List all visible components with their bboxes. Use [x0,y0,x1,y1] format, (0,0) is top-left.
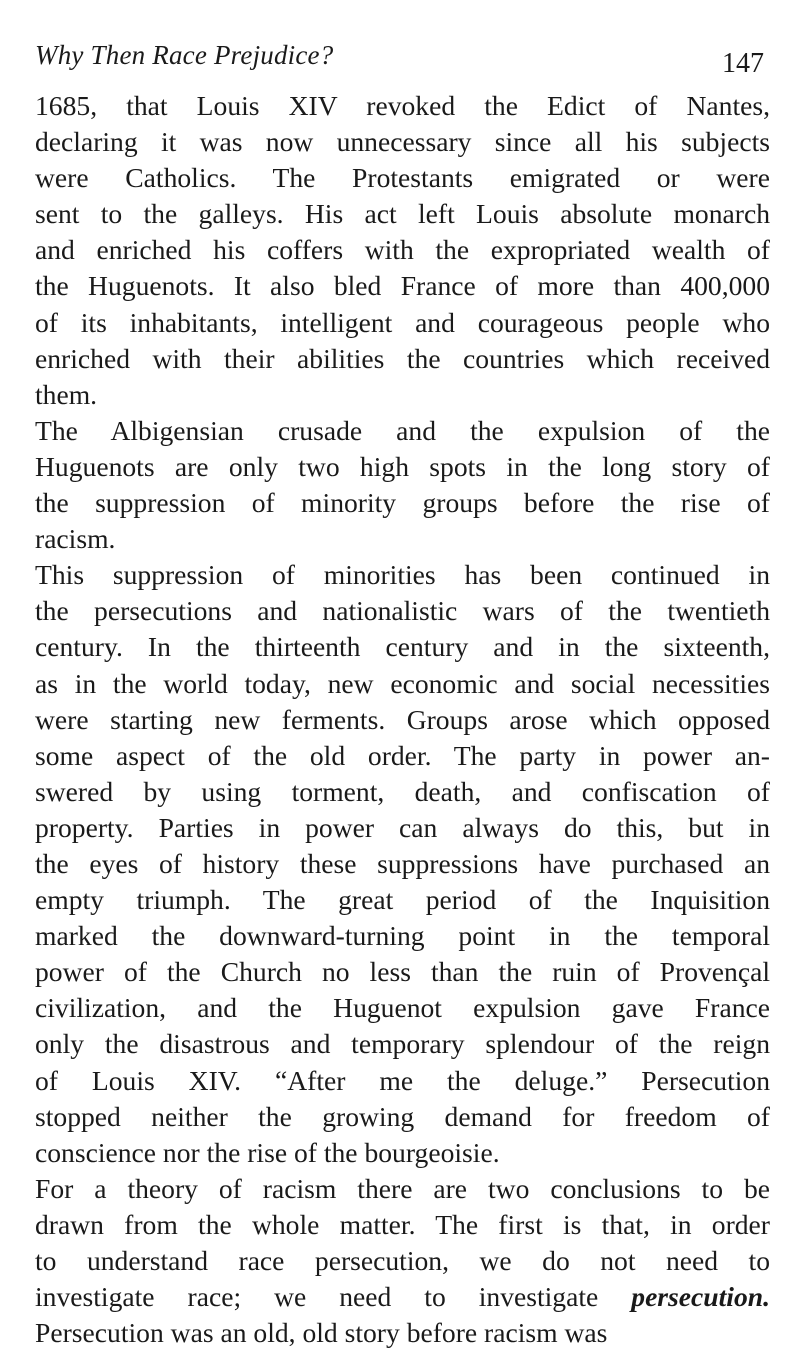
text-line: The Albigensian crusade and the expulsion of the [35,414,770,446]
text-line: and enriched his coffers with the expropriated wealth of [35,234,770,266]
text-line: swered by using torment, death, and confiscation of [35,775,770,807]
text-line: some aspect of the old order. The party in power an- [35,739,770,771]
text-line: of Louis XIV. “After me the deluge.” Persecution [35,1064,770,1096]
text-line: only the disastrous and temporary splendour of the reign [35,1028,770,1060]
text-line: power of the Church no less than the ruin of Provençal [35,956,770,988]
paragraph-1 [35,88,770,413]
text-line: racism. [35,523,116,555]
text-line: empty triumph. The great period of the Inquisition [35,884,770,916]
page-header [35,40,770,88]
text-line: Huguenots are only two high spots in the long story of [35,450,770,482]
text-line: of its inhabitants, intelligent and courageous people who [35,306,770,338]
paragraph-2 [35,413,770,557]
text-line-with-emphasis [35,1279,770,1315]
text-line: the suppression of minority groups before the rise of [35,487,770,519]
text-line: This suppression of minorities has been continued in [35,559,770,591]
text-line: marked the downward-turning point in the temporal [35,920,770,952]
text-line: Persecution was an old, old story before racism was [35,1317,608,1349]
text-line: the eyes of history these suppressions have purchased an [35,847,770,879]
text-line: as in the world today, new economic and social necessities [35,667,770,699]
text-line: declaring it was now unnecessary since all his subjects [35,126,770,158]
body-text [35,88,770,1351]
paragraph-4 [35,1171,770,1351]
page-number: 147 [722,48,764,79]
text-line: 1685, that Louis XIV revoked the Edict of Nantes, [35,90,770,121]
emphasized-term: persecution. [631,1281,771,1313]
text-line: property. Parties in power can always do this, but in [35,811,770,843]
running-head: Why Then Race Prejudice? [35,40,334,70]
text-line: sent to the galleys. His act left Louis absolute monarch [35,198,770,230]
paragraph-3 [35,557,770,1171]
text-line: were Catholics. The Protestants emigrated or were [35,162,770,194]
text-line: civilization, and the Huguenot expulsion gave France [35,992,770,1024]
text-line: stopped neither the growing demand for freedom of [35,1100,770,1132]
text-line: the Huguenots. It also bled France of more than 400,000 [35,270,770,302]
text-line: the persecutions and nationalistic wars of the twentieth [35,595,770,627]
text-line: century. In the thirteenth century and in the sixteenth, [35,631,770,663]
text-line: For a theory of racism there are two conclusions to be [35,1172,770,1204]
text-line: enriched with their abilities the countries which received [35,342,770,374]
text-line: to understand race persecution, we do not need to [35,1245,770,1276]
text-line: conscience nor the rise of the bourgeoisie. [35,1136,500,1168]
text-line: them. [35,378,98,410]
text-line: drawn from the whole matter. The first is that, in order [35,1208,770,1240]
book-page [35,40,770,1351]
text-line-lead: investigate race; we need to investigate [35,1281,599,1313]
text-line: were starting new ferments. Groups arose which opposed [35,703,770,735]
